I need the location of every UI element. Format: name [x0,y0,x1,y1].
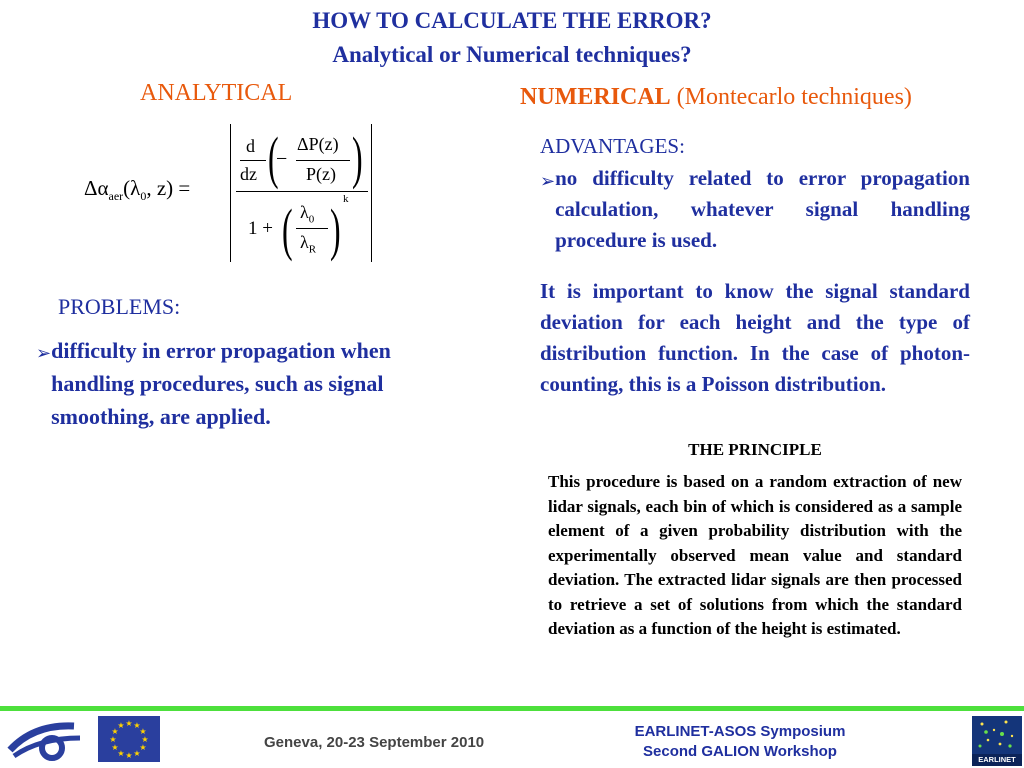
svg-text:★: ★ [139,727,147,736]
formula-args-close: , z) = [146,176,191,200]
fp6-logo-icon [4,716,88,762]
formula-exponent-k: k [343,193,349,205]
formula-one-plus: 1 + [248,218,273,239]
svg-text:★: ★ [139,743,147,752]
formula-p: P(z) [306,164,336,184]
svg-text:★: ★ [111,727,119,736]
principle-text: This procedure is based on a random extraction of new lidar signals, each bin of which is considered as a sample element of a given probability distribution with the experimentally observed mean value and standard deviation. The extracted lidar signals are then processed to retrieve a set of solutions from which the standard deviation as a function of the height is estimated. [548,472,962,638]
svg-text:★: ★ [141,735,149,744]
svg-text:★: ★ [133,749,141,758]
abs-bar-left [230,124,231,262]
arrow-bullet-icon: ➢ [540,171,556,192]
formula-lambda0: $\lambda_0$ [300,202,315,226]
error-formula [80,120,380,265]
formula-aer-sub: aer [108,189,124,204]
svg-text:★: ★ [117,721,125,730]
formula-minus: − [276,148,288,170]
principle-heading: THE PRINCIPLE [688,440,822,459]
advantages-text: no difficulty related to error propagation calculation, whatever signal handling procedure is used. [555,166,970,252]
svg-text:★: ★ [125,751,133,760]
formula-lambda-sub: 0 [140,189,147,204]
formula-delta-p: ΔP(z) [297,134,339,154]
svg-text:★: ★ [125,719,133,728]
svg-text:★: ★ [109,735,117,744]
slide-title-line1: HOW TO CALCULATE THE ERROR? [312,8,712,33]
abs-bar-right [371,124,372,262]
eu-flag-icon [98,716,160,762]
numerical-sublabel: (Montecarlo techniques) [676,84,912,110]
problems-heading: PROBLEMS: [58,294,181,319]
problems-item [36,334,456,433]
numerical-label: NUMERICAL [520,84,671,110]
formula-lambdaR: $\lambda_R$ [300,232,317,256]
formula-lambda: (λ [123,176,141,200]
numerical-heading [520,84,912,111]
formula-paren2-open: ( [282,197,293,262]
slide-title-line2: Analytical or Numerical techniques? [332,42,692,67]
footer-divider [0,706,1024,711]
formula-delta-alpha: Δα [84,176,109,200]
footer-event-line1: EARLINET-ASOS Symposium [634,723,846,740]
advantages-item [540,163,970,256]
important-paragraph: It is important to know the signal standard deviation for each height and the type of distribution function. In the case of photon-counting, this is a Poisson distribution. [540,279,970,396]
problems-text: difficulty in error propagation when handling procedures, such as signal smoothing, are applied. [51,338,391,429]
earlinet-logo-icon [972,716,1022,766]
lambda-fraction-line [296,228,328,229]
formula-paren2-close: ) [330,197,341,262]
footer-event [600,722,880,762]
footer-event-line2: Second GALION Workshop [643,743,837,760]
formula-d: d [246,136,255,156]
advantages-heading: ADVANTAGES: [540,134,685,158]
main-fraction-line [236,191,368,192]
formula-dz: dz [240,164,257,184]
p-fraction-line [296,160,350,161]
formula-paren-close: ) [352,125,363,190]
arrow-bullet-icon: ➢ [36,343,52,364]
formula-paren-open: ( [268,125,279,190]
footer-date: Geneva, 20-23 September 2010 [264,734,485,751]
svg-text:★: ★ [133,721,141,730]
formula-lhs [84,176,190,204]
earlinet-logo-text: EARLINET [972,754,1022,766]
svg-text:★: ★ [117,749,125,758]
analytical-heading: ANALYTICAL [140,80,293,106]
ddz-fraction-line [240,160,266,161]
svg-text:★: ★ [111,743,119,752]
